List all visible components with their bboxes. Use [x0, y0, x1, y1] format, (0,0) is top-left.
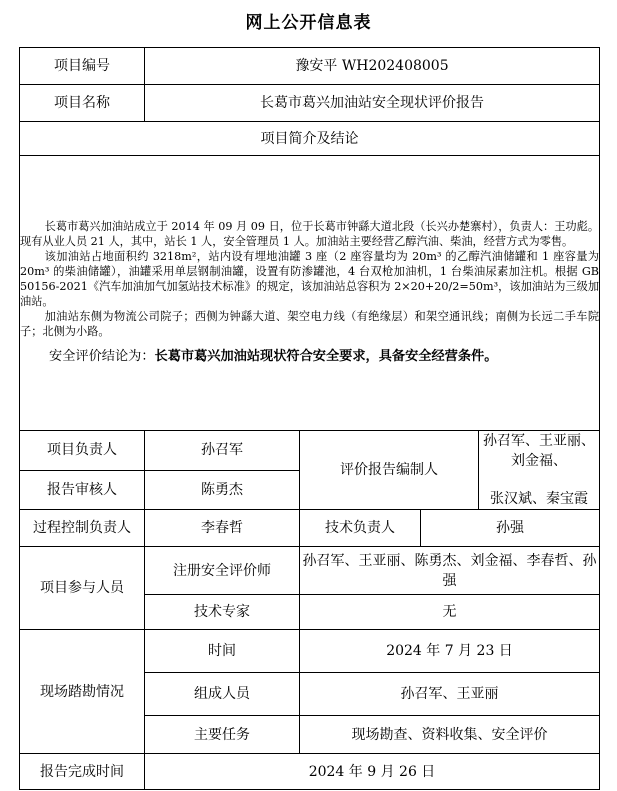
row-project-name — [20, 85, 600, 122]
survey-time-value: 2024 年 7 月 23 日 — [300, 630, 600, 673]
conclusion-label: 安全评价结论为： — [49, 349, 155, 364]
completion-label: 报告完成时间 — [20, 754, 145, 790]
report-reviewer-label: 报告审核人 — [20, 470, 145, 510]
site-survey-label: 现场踏勘情况 — [20, 630, 145, 754]
document-title: 网上公开信息表 — [245, 13, 372, 33]
participants-label: 项目参与人员 — [20, 547, 145, 630]
compilers-line-1: 孙召军、王亚丽、刘金福、 — [483, 433, 596, 469]
survey-tasks-label: 主要任务 — [145, 716, 300, 754]
survey-members-label: 组成人员 — [145, 673, 300, 716]
registered-assessors-value: 孙召军、王亚丽、陈勇杰、刘金福、李春哲、孙强 — [300, 547, 600, 595]
row-project-leader — [20, 431, 600, 471]
compiler-label: 评价报告编制人 — [300, 431, 479, 510]
tech-expert-label: 技术专家 — [145, 595, 300, 630]
survey-members-value: 孙召军、王亚丽 — [300, 673, 600, 716]
project-no-label: 项目编号 — [20, 48, 145, 85]
compilers-value — [479, 431, 600, 510]
project-leader-label: 项目负责人 — [20, 431, 145, 471]
row-survey-time — [20, 630, 600, 673]
project-leader-value: 孙召军 — [145, 431, 300, 471]
registered-assessor-label: 注册安全评价师 — [145, 547, 300, 595]
conclusion — [20, 347, 599, 367]
summary-paragraph-1: 长葛市葛兴加油站成立于 2014 年 09 月 09 日，位于长葛市钟繇大道北段（长兴办楚寨村），负责人：王功彪。现有从业人员 21 人，其中，站长 1 人，安全管理员 1 人。加油站主要经营乙醇汽油、柴油，经营方式为零售。 — [20, 220, 600, 248]
completion-value: 2024 年 9 月 26 日 — [145, 754, 600, 790]
row-project-no — [20, 48, 600, 85]
summary-paragraph-3: 加油站东侧为物流公司院子；西侧为钟繇大道、架空电力线（有绝缘层）和架空通讯线；南侧为长远二手车院子；北侧为小路。 — [20, 310, 600, 338]
row-process-control — [20, 510, 600, 547]
process-control-label: 过程控制负责人 — [20, 510, 145, 547]
tech-leader-value: 孙强 — [421, 510, 600, 547]
row-summary-heading — [20, 122, 600, 156]
summary-body — [20, 156, 600, 431]
row-registered-assessors — [20, 547, 600, 595]
project-no-value: 豫安平 WH202408005 — [145, 48, 600, 85]
project-name-label: 项目名称 — [20, 85, 145, 122]
report-reviewer-value: 陈勇杰 — [145, 470, 300, 510]
tech-leader-label: 技术负责人 — [300, 510, 421, 547]
summary-paragraph-2: 该加油站占地面积约 3218m²，站内设有埋地油罐 3 座（2 座容量均为 20m³ 的乙醇汽油储罐和 1 座容量为 20m³ 的柴油储罐），油罐采用单层钢制油罐，设置有防渗罐池，4 台双枪加油机，1 台柴油尿素加注机。根据 GB 50156-2021《汽车加油加气加氢站技术标准》的规定，该加油站总容积为 2×20+20/2=50m³，该加油站为三级加油站。 — [20, 250, 600, 308]
compilers-line-2: 张汉斌、秦宝霞 — [490, 491, 589, 507]
survey-time-label: 时间 — [145, 630, 300, 673]
project-name-value: 长葛市葛兴加油站安全现状评价报告 — [145, 85, 600, 122]
row-summary-body — [20, 156, 600, 431]
tech-expert-value: 无 — [300, 595, 600, 630]
survey-tasks-value: 现场勘查、资料收集、安全评价 — [300, 716, 600, 754]
process-control-value: 李春哲 — [145, 510, 300, 547]
conclusion-text: 长葛市葛兴加油站现状符合安全要求，具备安全经营条件。 — [154, 349, 498, 364]
summary-heading: 项目简介及结论 — [20, 122, 600, 156]
row-completion — [20, 754, 600, 790]
info-table — [19, 47, 600, 790]
